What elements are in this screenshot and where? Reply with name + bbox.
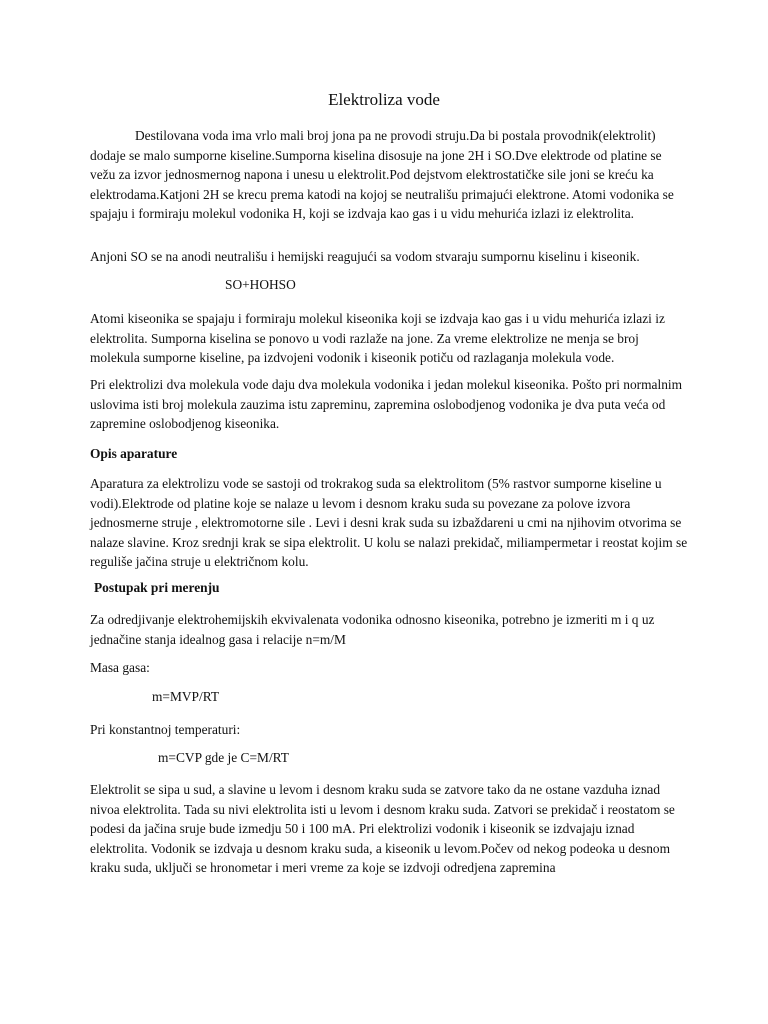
- paragraph-volume: Pri elektrolizi dva molekula vode daju dva molekula vodonika i jedan molekul kiseonika. Pošto pri normalnim uslovima isti broj molekula zauzima istu zapreminu, zapremina oslobodjenog vodonika je dva puta veća od zapremine oslobodjenog kiseonika.: [90, 377, 683, 431]
- equation-constant: m=CVP gde je C=M/RT: [158, 750, 289, 765]
- paragraph-procedure: Za odredjivanje elektrohemijskih ekvivalenata vodonika odnosno kiseonika, potrebno je izmeriti m i q uz jednačine stanja idealnog gasa i relacije n=m/M: [90, 612, 655, 647]
- paragraph-measurement: Elektrolit se sipa u sud, a slavine u levom i desnom kraku suda se zatvore tako da ne ostane vazduha iznad nivoa elektrolita. Tada su nivi elektrolita isti u levom i desnom kraku suda. Zatvori se prekidač i reostatom se podesi da jačina sruje bude izmedju 50 i 100 mA. Pri elektrolizi vodonik i kiseonik se izdvajaju iznad elektrolita. Vodonik se izdvaja u desnom kraku suda, a kiseonik u levom.Počev od nekog podeoka u desnom kraku suda, uključi se hronometar i meri vreme za koje se izdvoji odredjena zapremina: [90, 782, 675, 875]
- label-constant-temperature: Pri konstantnoj temperaturi:: [90, 722, 241, 737]
- equation-mass: m=MVP/RT: [152, 689, 220, 704]
- document-title: Elektroliza vode: [328, 90, 440, 109]
- heading-procedure: Postupak pri merenju: [94, 580, 220, 595]
- paragraph-oxygen: Atomi kiseonika se spajaju i formiraju molekul kiseonika koji se izdvaja kao gas i u vidu mehurića izlazi iz elektrolita. Sumporna kiselina se ponovo u vodi razlaže na jone. Za vreme elektrolize ne menja se broj molekula sumporne kiseline, pa izdvojeni vodonik i kiseonik potiču od razlaganja molekula vode.: [90, 311, 665, 365]
- equation-reaction: SO+HOHSO: [225, 277, 296, 292]
- paragraph-intro: Destilovana voda ima vrlo mali broj jona pa ne provodi struju.Da bi postala provodnik(elektrolit) dodaje se malo sumporne kiseline.Sumporna kiselina disosuje na jone 2H i SO.Dve elektrode od platine se vežu za izvor jednosmernog napona i unesu u elektrolit.Pod dejstvom elektrostatičke sile joni se kreću ka elektrodama.Katjoni 2H se krecu prema katodi na kojoj se neutrališu primajući elektrone. Atomi vodonika se spajaju i formiraju molekul vodonika H, koji se izdvaja kao gas i u vidu mehurića izlazi iz elektrolita.: [90, 128, 674, 221]
- heading-apparatus: Opis aparature: [90, 446, 178, 461]
- paragraph-anions: Anjoni SO se na anodi neutrališu i hemijski reagujući sa vodom stvaraju sumpornu kiselinu i kiseonik.: [90, 249, 640, 264]
- paragraph-apparatus: Aparatura za elektrolizu vode se sastoji od trokrakog suda sa elektrolitom (5% rastvor sumporne kiseline u vodi).Elektrode od platine koje se nalaze u levom i desnom kraku suda su povezane za polove izvora jednosmerne struje , elektromotorne sile . Levi i desni krak suda su izbaždareni u cmi na njihovim otvorima se nalaze slavine. Kroz srednji krak se sipa elektrolit. U kolu se nalazi prekidač, miliampermetar i reostat kojim se reguliše jačina struje u električnom kolu.: [90, 476, 688, 569]
- label-gas-mass: Masa gasa:: [90, 660, 150, 675]
